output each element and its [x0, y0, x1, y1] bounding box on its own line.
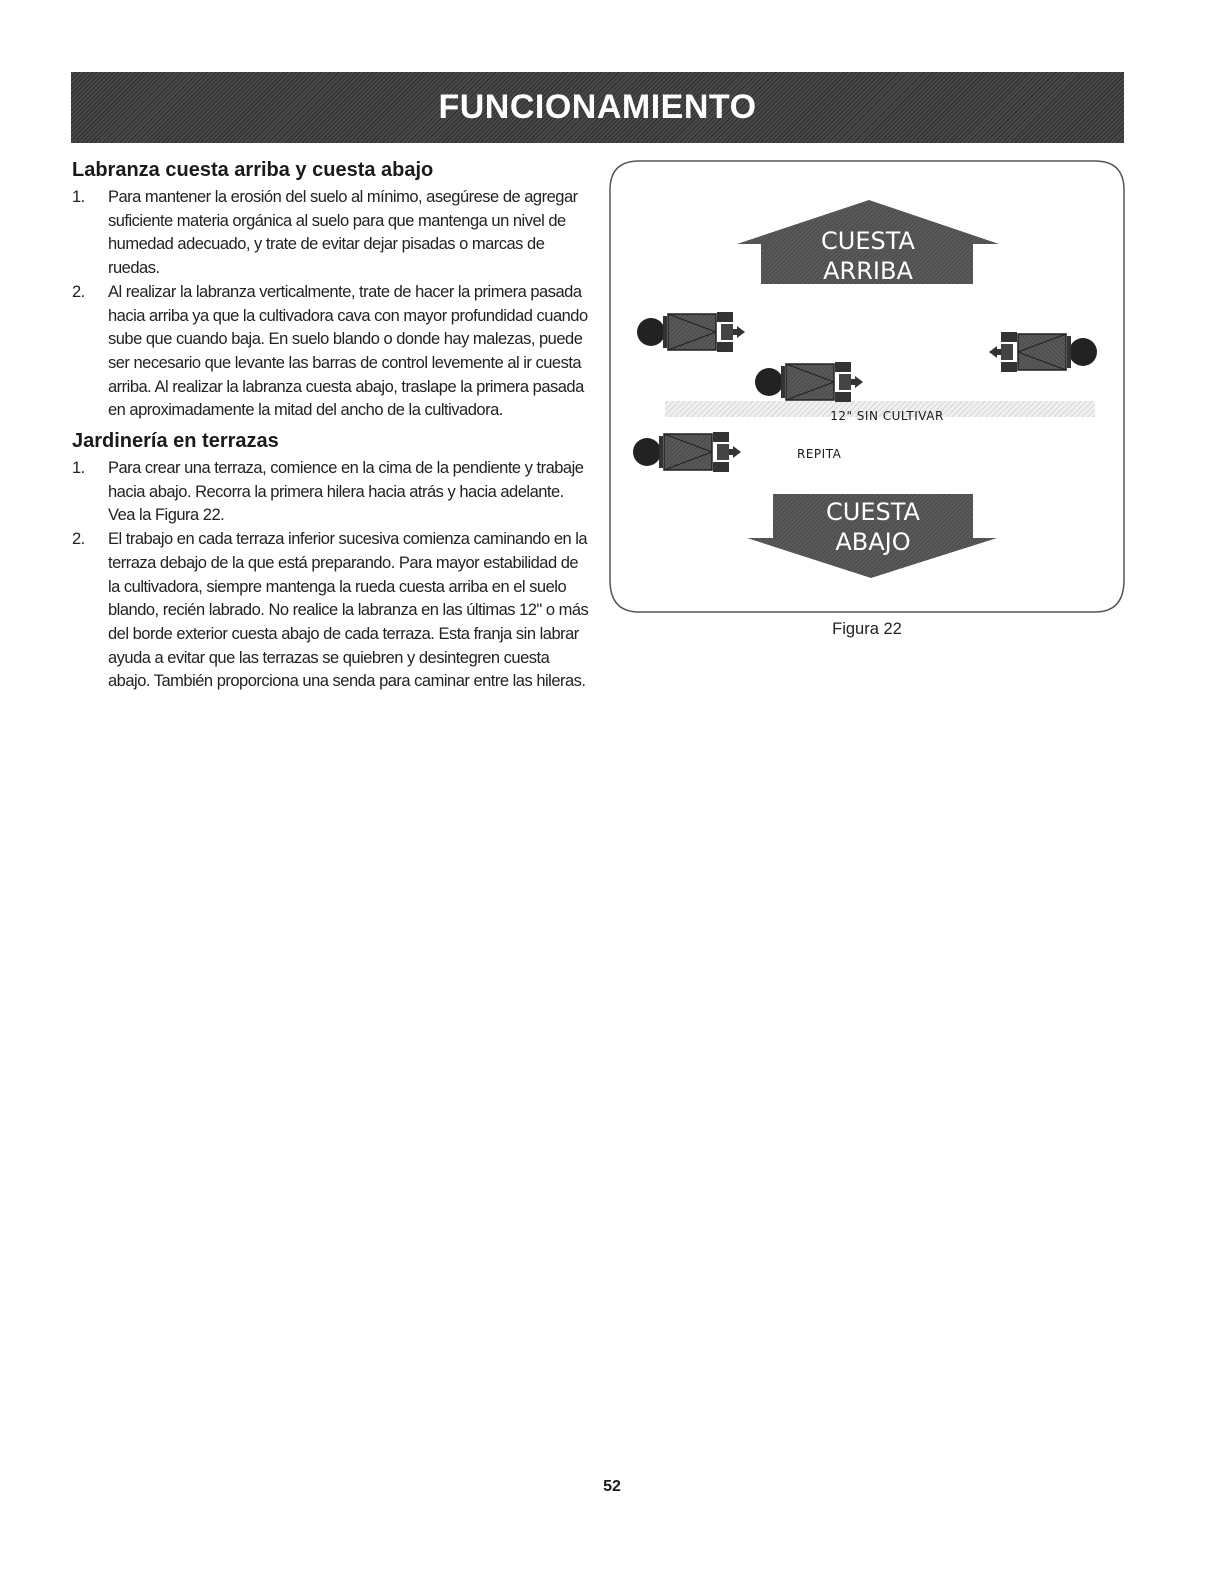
repeat-label: REPITA: [797, 447, 842, 461]
item-number: 2.: [72, 530, 85, 549]
list-item: [72, 457, 592, 528]
downhill-label: [773, 497, 973, 557]
item-number: 2.: [72, 282, 85, 301]
list-item: [72, 528, 592, 694]
uphill-label-line1: CUESTA: [821, 227, 915, 255]
list-item: [72, 281, 592, 423]
section-heading-terraces: Jardinería en terrazas: [72, 430, 279, 453]
section-heading-uphill-downhill: Labranza cuesta arriba y cuesta abajo: [72, 159, 434, 181]
item-text: Para crear una terraza, comience en la cima de la pendiente y trabaje hacia abajo. Recorra la primera hilera hacia atrás y hacia adelante. Vea la Figura 22.: [108, 459, 584, 525]
downhill-label-line1: CUESTA: [826, 498, 920, 526]
item-text: Al realizar la labranza verticalmente, trate de hacer la primera pasada hacia arriba ya que la cultivadora cava con mayor profundidad cuando sube que cuando baja. En suelo blando o donde hay malezas, puede ser necesario que levante las barras de control levemente al ir cuesta arriba. Al realizar la labranza cuesta abajo, traslape la primera pasada en aproximadamente la mitad del ancho de la cultivadora.: [108, 282, 588, 420]
downhill-label-line2: ABAJO: [835, 528, 911, 556]
item-text: El trabajo en cada terraza inferior sucesiva comienza caminando en la terraza debajo de la que está preparando. Para mayor estabilidad de la cultivadora, siempre mantenga la rueda cuesta arriba en el suelo blando, recién labrado. No realice la labranza en las últimas 12" o más del borde exterior cuesta abajo de cada terraza. Esta franja sin labrar ayuda a evitar que las terrazas se quiebren y desintegren cuesta abajo. También proporciona una senda para caminar entre las hileras.: [108, 530, 589, 691]
untilled-band-label: 12" SIN CULTIVAR: [830, 409, 944, 423]
item-number: 1.: [72, 188, 85, 206]
list-item: [72, 186, 592, 281]
uphill-downhill-list: [72, 186, 592, 423]
page-number: 52: [603, 1478, 621, 1495]
uphill-label: [768, 226, 968, 286]
item-text: Para mantener la erosión del suelo al mínimo, asegúrese de agregar suficiente materia orgánica al suelo para que mantenga un nivel de humedad adecuado, y trate de evitar dejar pisadas o marcas de ruedas.: [108, 188, 578, 278]
figure-caption: Figura 22: [832, 620, 902, 638]
figure-22: [609, 160, 1125, 614]
uphill-label-line2: ARRIBA: [823, 257, 913, 285]
item-number: 1.: [72, 459, 85, 478]
page-title: FUNCIONAMIENTO: [438, 88, 757, 126]
terraces-list: [72, 457, 592, 694]
header-banner: [71, 72, 1124, 143]
instructions-column: [72, 158, 592, 694]
